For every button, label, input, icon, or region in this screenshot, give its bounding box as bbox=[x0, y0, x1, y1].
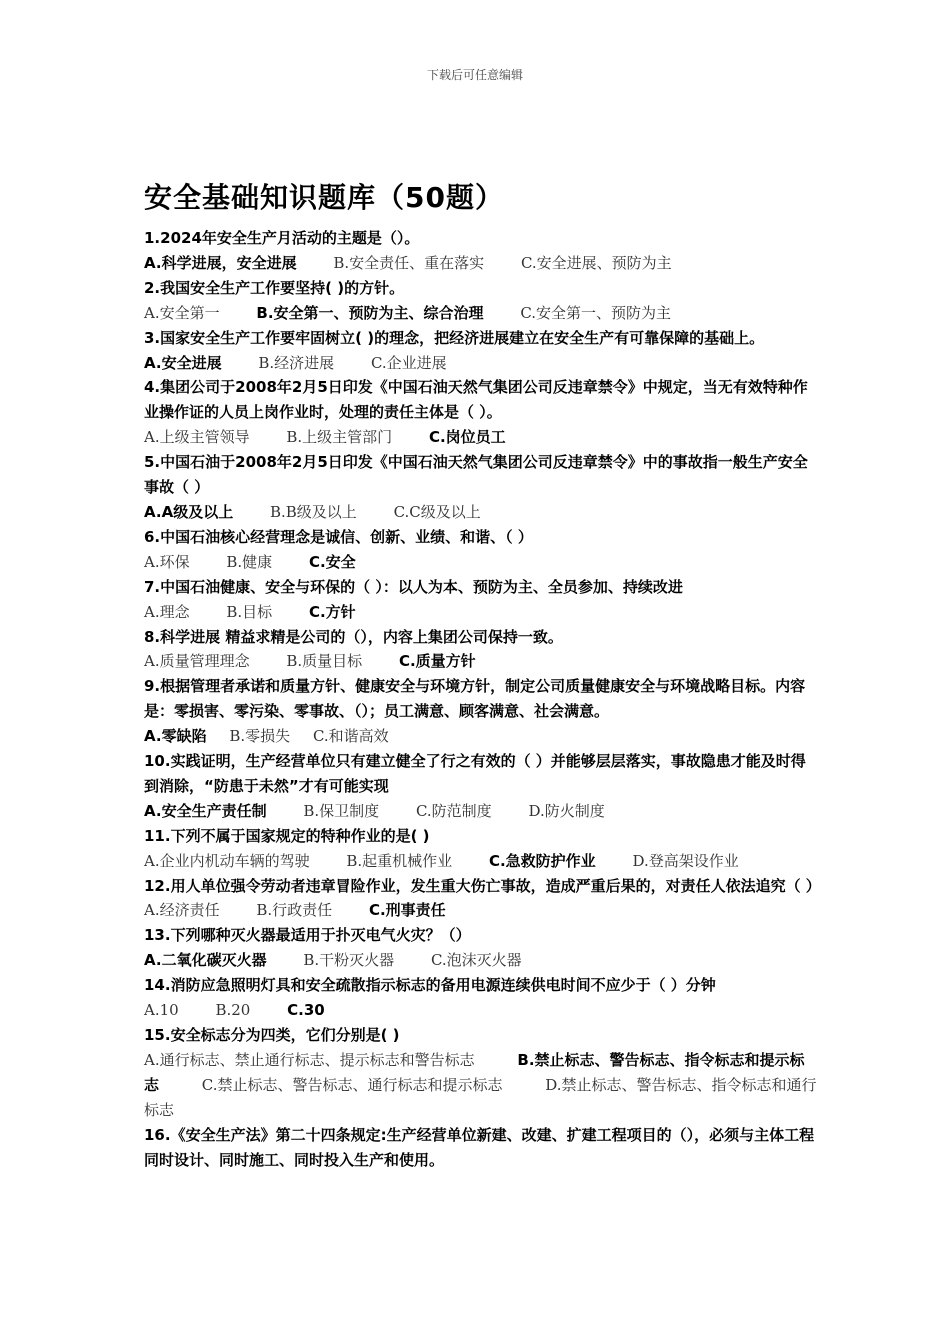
option-row bbox=[144, 500, 820, 525]
option-b: B.B级及以上 bbox=[269, 502, 357, 521]
question-list bbox=[144, 226, 820, 1172]
option-a: A.10 bbox=[144, 1001, 179, 1020]
option-c: C.方针 bbox=[308, 602, 356, 621]
option-row bbox=[144, 351, 820, 376]
question-text: 1.2024年安全生产月活动的主题是（）。 bbox=[144, 229, 420, 247]
option-a: A.通行标志、禁止通行标志、提示标志和警告标志 bbox=[144, 1050, 475, 1069]
option-c: C.岗位员工 bbox=[428, 428, 506, 447]
option-row bbox=[144, 998, 820, 1023]
option-row bbox=[144, 724, 820, 749]
option-row bbox=[144, 898, 820, 923]
option-c: C.急救防护作业 bbox=[488, 851, 596, 870]
option-b: B.起重机械作业 bbox=[346, 851, 453, 870]
option-row bbox=[144, 799, 820, 824]
option-row bbox=[144, 550, 820, 575]
option-c: C.泡沫灭火器 bbox=[430, 951, 522, 970]
option-row bbox=[144, 849, 820, 874]
option-a: A.安全第一 bbox=[144, 303, 220, 322]
option-b: B.干粉灭火器 bbox=[303, 951, 395, 970]
option-a: A.经济责任 bbox=[144, 901, 220, 920]
option-c: C.安全第一、预防为主 bbox=[520, 303, 672, 322]
option-d: D.禁止标志、警告标志、指令标志和通行标志 bbox=[144, 1075, 817, 1119]
option-a: A.二氧化碳灭火器 bbox=[144, 951, 267, 970]
option-row bbox=[144, 1048, 820, 1123]
option-b: B.保卫制度 bbox=[303, 801, 380, 820]
option-c: C.安全进展、预防为主 bbox=[520, 253, 672, 272]
option-d: D.登高架设作业 bbox=[632, 851, 739, 870]
option-a: A.安全生产责任制 bbox=[144, 801, 267, 820]
question-text: 7.中国石油健康、安全与环保的（ ）：以人为本、预防为主、全员参加、持续改进 bbox=[144, 577, 683, 596]
option-row bbox=[144, 948, 820, 973]
option-c: C.质量方针 bbox=[398, 652, 476, 671]
question-text: 5.中国石油于2008年2月5日印发《中国石油天然气集团公司反违章禁令》中的事故指一般生产安全事故（ ） bbox=[144, 453, 808, 497]
option-d: D.防火制度 bbox=[528, 801, 605, 820]
question-text: 3.国家安全生产工作要牢固树立( )的理念，把经济进展建立在安全生产有可靠保障的基础上。 bbox=[144, 328, 765, 347]
option-a: A.零缺陷 bbox=[144, 727, 207, 746]
option-a: A.上级主管领导 bbox=[144, 428, 250, 447]
option-a: A.理念 bbox=[144, 602, 190, 621]
question-text: 12.用人单位强令劳动者违章冒险作业，发生重大伤亡事故，造成严重后果的，对责任人依法追究（ ） bbox=[144, 876, 821, 895]
question-text: 15.安全标志分为四类，它们分别是( ) bbox=[144, 1026, 400, 1044]
option-row bbox=[144, 425, 820, 450]
option-a: A.质量管理理念 bbox=[144, 652, 250, 671]
question-text: 14.消防应急照明灯具和安全疏散指示标志的备用电源连续供电时间不应少于（ ）分钟 bbox=[144, 976, 716, 995]
option-row bbox=[144, 649, 820, 674]
option-c: C.刑事责任 bbox=[368, 901, 446, 920]
question-text: 16.《安全生产法》第二十四条规定:生产经营单位新建、改建、扩建工程项目的（），必须与主体工程同时设计、同时施工、同时投入生产和使用。 bbox=[144, 1125, 815, 1169]
option-b: B.安全第一、预防为主、综合治理 bbox=[256, 303, 484, 322]
option-b: B.目标 bbox=[226, 602, 273, 621]
question-text: 4.集团公司于2008年2月5日印发《中国石油天然气集团公司反违章禁令》中规定，当无有效特种作业操作证的人员上岗作业时，处理的责任主体是（ ）。 bbox=[144, 378, 808, 422]
option-a: A.科学进展，安全进展 bbox=[144, 253, 297, 272]
option-b: B.20 bbox=[215, 1001, 251, 1020]
option-c: C.企业进展 bbox=[370, 353, 447, 372]
option-row bbox=[144, 600, 820, 625]
option-a: A.环保 bbox=[144, 552, 190, 571]
option-b: B.经济进展 bbox=[258, 353, 335, 372]
question-text: 8.科学进展 精益求精是公司的（），内容上集团公司保持一致。 bbox=[144, 627, 563, 646]
option-a: A.安全进展 bbox=[144, 353, 222, 372]
option-c: C.禁止标志、警告标志、通行标志和提示标志 bbox=[201, 1075, 503, 1094]
option-a: A.企业内机动车辆的驾驶 bbox=[144, 851, 310, 870]
question-text: 6.中国石油核心经营理念是诚信、创新、业绩、和谐、（ ） bbox=[144, 527, 533, 546]
document-title: 安全基础知识题库（50题） bbox=[144, 181, 504, 214]
option-row bbox=[144, 301, 820, 326]
option-c: C.安全 bbox=[308, 552, 356, 571]
question-text: 2.我国安全生产工作要坚持( )的方针。 bbox=[144, 278, 405, 297]
option-b: B.行政责任 bbox=[256, 901, 333, 920]
question-text: 13.下列哪种灭火器最适用于扑灭电气火灾？（） bbox=[144, 926, 471, 945]
question-text: 11.下列不属于国家规定的特种作业的是( ) bbox=[144, 826, 430, 845]
option-b: B.健康 bbox=[226, 552, 273, 571]
page-header-note: 下载后可任意编辑 bbox=[426, 68, 523, 82]
option-c: C.30 bbox=[287, 1001, 325, 1020]
option-b: B.上级主管部门 bbox=[286, 428, 393, 447]
option-b: B.禁止标志、警告标志、指令标志和提示标志 bbox=[144, 1050, 805, 1094]
option-row bbox=[144, 251, 820, 276]
option-b: B.安全责任、重在落实 bbox=[333, 253, 485, 272]
option-c: C.和谐高效 bbox=[312, 727, 389, 746]
option-b: B.零损失 bbox=[229, 727, 291, 746]
option-c: C.防范制度 bbox=[415, 801, 492, 820]
question-text: 9.根据管理者承诺和质量方针、健康安全与环境方针，制定公司质量健康安全与环境战略目标。内容是：零损害、零污染、零事故、（）；员工满意、顾客满意、社会满意。 bbox=[144, 677, 806, 721]
option-a: A.A级及以上 bbox=[144, 502, 234, 521]
option-b: B.质量目标 bbox=[286, 652, 363, 671]
option-c: C.C级及以上 bbox=[393, 502, 481, 521]
question-text: 10.实践证明，生产经营单位只有建立健全了行之有效的（ ）并能够层层落实，事故隐患才能及时得到消除，“防患于未然”才有可能实现 bbox=[144, 752, 806, 795]
